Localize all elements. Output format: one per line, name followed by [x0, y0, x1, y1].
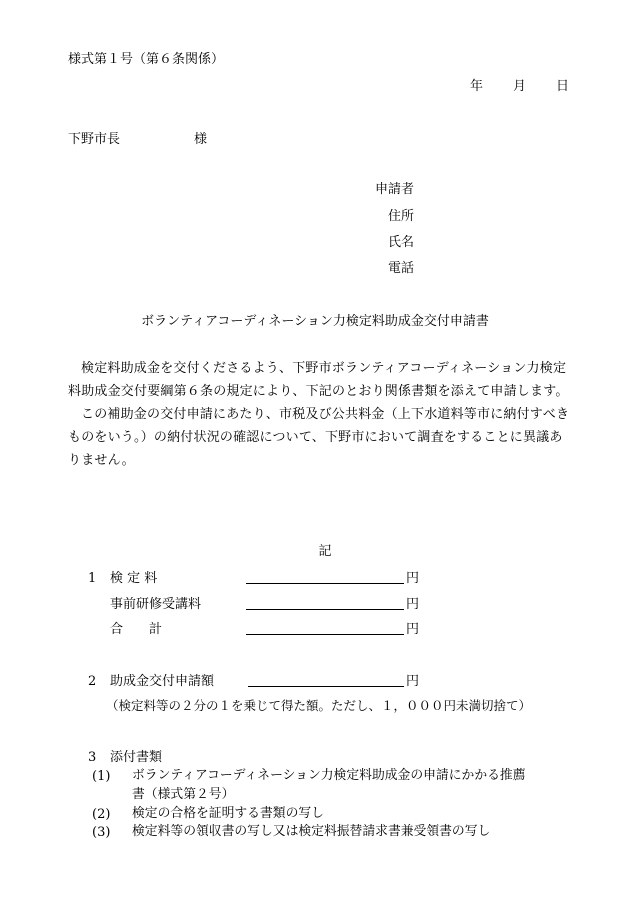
attachment-1-text-cont: 書（様式第２号） [132, 787, 235, 802]
total-amount-line [246, 634, 404, 635]
total-unit: 円 [406, 622, 420, 637]
body-text [68, 357, 570, 472]
grant-amount-line [248, 686, 404, 687]
section-1-item-training: 事前研修受講料 [110, 597, 202, 612]
attachment-2-number: (2) [92, 807, 111, 822]
attachment-2-text: 検定の合格を証明する書類の写し [132, 806, 324, 821]
fee-unit: 円 [406, 571, 420, 586]
section-2-number: 2 [88, 674, 97, 689]
training-amount-line [246, 609, 404, 610]
body-paragraph-1: 検定料助成金を交付くださるよう、下野市ボランティアコーディネーション力検定料助成金交付要綱第６条の規定により、下記のとおり関係書類を添えて申請します。 [68, 361, 569, 399]
applicant-label: 申請者 [375, 182, 415, 197]
attachment-3-number: (3) [92, 825, 111, 840]
ki-heading: 記 [318, 544, 332, 559]
date-year-label: 年 [470, 79, 484, 94]
section-2-note: （検定料等の２分の１を乗じて得た額。ただし、１，０００円未満切捨て） [106, 698, 532, 713]
document-title: ボランティアコーディネーション力検定料助成金交付申請書 [141, 314, 489, 329]
section-1-number: 1 [88, 571, 97, 586]
applicant-address-label: 住所 [388, 209, 415, 224]
section-3-number: 3 [88, 750, 97, 765]
attachment-1-number: (1) [92, 769, 111, 784]
form-number: 様式第１号（第６条関係） [68, 52, 225, 67]
section-2-label: 助成金交付申請額 [110, 674, 215, 689]
date-day-label: 日 [556, 79, 570, 94]
fee-amount-line [246, 583, 404, 584]
applicant-phone-label: 電話 [388, 261, 415, 276]
date-month-label: 月 [513, 79, 527, 94]
applicant-name-label: 氏名 [388, 235, 415, 250]
grant-unit: 円 [406, 674, 420, 689]
section-1-item-fee: 検 定 料 [110, 571, 158, 586]
addressee-name: 下野市長 [68, 132, 121, 147]
body-paragraph-2: この補助金の交付申請にあたり、市税及び公共料金（上下水道料等市に納付すべきものをいう。）の納付状況の確認について、下野市において調査をすることに異議ありません。 [68, 407, 570, 468]
addressee-honorific: 様 [194, 132, 208, 147]
attachment-1-text: ボランティアコーディネーション力検定料助成金の申請にかかる推薦 [132, 768, 526, 783]
attachment-3-text: 検定料等の領収書の写し又は検定料振替請求書兼受領書の写し [132, 824, 491, 839]
section-3-label: 添付書類 [110, 750, 163, 765]
training-unit: 円 [406, 597, 420, 612]
section-1-item-total: 合 計 [110, 622, 163, 637]
